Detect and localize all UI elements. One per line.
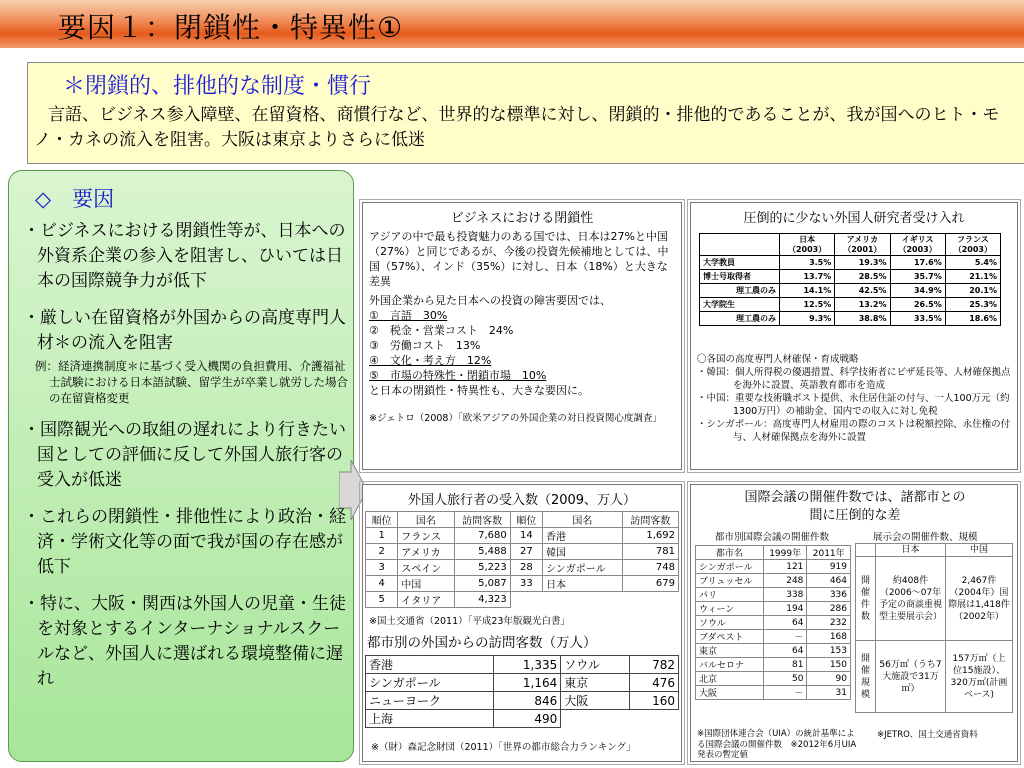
table-row: 東京 64 153 — [696, 644, 851, 658]
table-row: 北京 50 90 — [696, 672, 851, 686]
tourists-title: 外国人旅行者の受入数（2009、万人） — [407, 493, 637, 508]
table-row: シンガポール 121 919 — [696, 560, 851, 574]
table-row: 理工農のみ 9.3% 38.8% 33.5% 18.6% — [700, 312, 1001, 326]
factor-item: ・特に、大阪・関西は外国人の児童・生徒を対象とするインターナショナルスクールなど、外国人に選ばれる環境整備に遅れ — [23, 594, 346, 689]
col-header: アメリカ （2001） — [835, 234, 890, 256]
tourists-source: ※国土交通省（2011）「平成23年版観光白書」 — [369, 616, 570, 627]
table-row: 香港 1,335 ソウル 782 — [366, 656, 679, 674]
factor-item: ・これらの閉鎖性・排他性により政治・経済・学術文化等の面で我が国の存在感が低下 — [23, 507, 346, 577]
obstacle-item: ④ 文化・考え方 12% — [369, 354, 492, 367]
table-row: 4 中国 5,087 33 日本 679 — [366, 576, 679, 592]
table-row: バルセロナ 81 150 — [696, 658, 851, 672]
table-row: 3 スペイン 5,223 28 シンガポール 748 — [366, 560, 679, 576]
table-row: 大学教員 3.5% 19.3% 17.6% 5.4% — [700, 256, 1001, 270]
business-text: 外国企業から見た日本への投資の障害要因では、 — [369, 294, 611, 307]
table-row: 2 アメリカ 5,488 27 韓国 781 — [366, 544, 679, 560]
obstacle-item: ① 言語 30% — [369, 309, 448, 322]
conferences-panel — [690, 484, 1018, 762]
table-row: ウィーン 194 286 — [696, 602, 851, 616]
table-row: パリ 338 336 — [696, 588, 851, 602]
table-header: 日本 中国 — [856, 544, 1013, 557]
table-row: 開催規模 56万㎡（うち7大施設で31万㎡） 157万㎡（上位15施設）、320万㎡(計画ベース) — [856, 641, 1013, 713]
factor-item: ・国際観光への取組の遅れにより行きたい国としての評価に反して外国人旅行客の受入が低迷 — [23, 420, 346, 490]
researchers-table — [699, 233, 1001, 326]
business-title: ビジネスにおける閉鎖性 — [450, 211, 594, 226]
table-row: 5 イタリア 4,323 — [366, 592, 679, 608]
strategy-note: ・韓国：個人所得税の優遇措置、科学技術者にビザ延長等、人材確保拠点を海外に設置、英語教育都市を造成 — [697, 367, 1011, 391]
col-header: イギリス （2003） — [890, 234, 945, 256]
intro-body: 言語、ビジネス参入障壁、在留資格、商慣行など、世界的な標準に対し、閉鎖的・排他的であることが、我が国へのヒト・モノ・カネの流入を阻害。大阪は東京よりさらに低迷 — [34, 105, 1000, 150]
strategy-note: ・中国：重要な技術職ポスト提供、永住居住証の付与、一人100万元（約1300万円）の補助金、国内での収入に対し免税 — [697, 393, 1010, 417]
business-text: アジアの中で最も投資魅力のある国では、日本は27%と中国（27%）と同じであるが、今後の投資先候補地としては、中国（57%）、インド（35%）に対し、日本（18%）と大きな差異 — [369, 230, 669, 288]
table-row: ソウル 64 232 — [696, 616, 851, 630]
table-row: 博士号取得者 13.7% 28.5% 35.7% 21.1% — [700, 270, 1001, 284]
strategy-note: ・シンガポール：高度専門人材雇用の際のコストは税額控除、永住権の付与、人材確保拠点を海外に設置 — [697, 419, 1011, 443]
researchers-panel — [690, 202, 1018, 470]
title-bar — [0, 0, 1024, 48]
exhibition-source: ※JETRO、国土交通省資料 — [877, 730, 978, 740]
obstacle-item: ③ 労働コスト 13% — [369, 339, 481, 352]
conference-source: ※国際団体連合会（UIA）の統計基準による国際会議の開催件数 ※2012年6月UIA発表の暫定値 — [697, 729, 857, 760]
business-panel — [362, 202, 682, 470]
factor-item: ・厳しい在留資格が外国からの高度専門人材＊の流入を阻害 — [23, 308, 346, 353]
exhibition-table-title: 展示会の開催件数、規模 — [873, 532, 978, 543]
table-header: 順位 国名 訪問客数 順位 国名 訪問客数 — [366, 512, 679, 528]
exhibition-table — [855, 543, 1013, 713]
city-visitors-title: 都市別の外国からの訪問客数（万人） — [367, 635, 597, 651]
conference-table-title: 都市別国際会議の開催件数 — [715, 532, 830, 543]
tourists-panel — [362, 484, 682, 762]
col-header: 日本 （2003） — [780, 234, 835, 256]
factors-panel — [8, 170, 354, 762]
intro-box — [27, 62, 1024, 164]
page-title: 要因１：閉鎖性・特異性① — [58, 11, 404, 44]
obstacle-item: ⑤ 市場の特殊性・閉鎖市場 10% — [369, 369, 547, 382]
obstacle-item: ② 税金・営業コスト 24% — [369, 324, 514, 337]
table-row: 1 フランス 7,680 14 香港 1,692 — [366, 528, 679, 544]
table-row: ブダペスト － 168 — [696, 630, 851, 644]
factors-heading: ◇ 要因 — [35, 187, 115, 211]
factor-example: 例：経済連携制度＊に基づく受入機関の負担費用、介護福祉士試験における日本語試験、留学生が卒業し就労した場合の在留資格変更 — [35, 359, 348, 405]
table-row: ブリュッセル 248 464 — [696, 574, 851, 588]
factor-item: ・ビジネスにおける閉鎖性等が、日本への外資系企業の参入を阻害し、ひいては日本の国際競争力が低下 — [23, 221, 346, 291]
table-row: 開催件数 約408件（2006～07年予定の商談重視型主要展示会） 2,467件（2004年）国際展は1,418件（2002年） — [856, 557, 1013, 641]
business-text: と日本の閉鎖性・特異性も、大きな要因に。 — [369, 384, 589, 397]
table-row: ニューヨーク 846 大阪 160 — [366, 692, 679, 710]
col-header: フランス （2003） — [945, 234, 1000, 256]
table-row: シンガポール 1,164 東京 476 — [366, 674, 679, 692]
conferences-title: 国際会議の開催件数では、諸都市との間に圧倒的な差 — [744, 490, 966, 523]
table-header: 都市名 1999年 2011年 — [696, 546, 851, 560]
table-row: 理工農のみ 14.1% 42.5% 34.9% 20.1% — [700, 284, 1001, 298]
strategy-note: 〇各国の高度専門人材確保・育成戦略 — [697, 354, 859, 365]
conference-table — [695, 545, 851, 700]
intro-heading: ＊閉鎖的、排他的な制度・慣行 — [63, 74, 372, 99]
table-row: 大学院生 12.5% 13.2% 26.5% 25.3% — [700, 298, 1001, 312]
researchers-title: 圧倒的に少ない外国人研究者受け入れ — [743, 211, 965, 226]
table-row: 上海 490 — [366, 710, 679, 728]
business-source: ※ジェトロ（2008）「欧米アジアの外国企業の対日投資関心度調査」 — [369, 413, 662, 424]
table-row: 大阪 － 31 — [696, 686, 851, 700]
tourists-table — [365, 511, 679, 608]
city-visitors-source: ※（財）森記念財団（2011）「世界の都市総合力ランキング」 — [371, 742, 636, 753]
city-visitors-table — [365, 655, 679, 728]
